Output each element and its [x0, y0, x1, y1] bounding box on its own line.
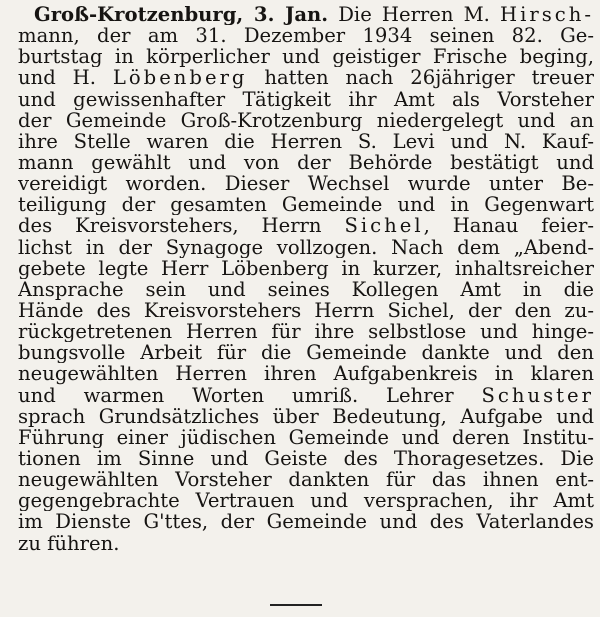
article-line: zu führen.: [18, 532, 120, 554]
dateline: Groß-Krotzenburg, 3. Jan.: [34, 4, 329, 26]
end-rule: [270, 604, 322, 606]
article-line: und gewissenhafter Tätigkeit ihr Amt als Vorsteher: [18, 88, 594, 110]
article-line: tionen im Sinne und Geiste des Thoragesetzes. Die: [18, 447, 594, 470]
article-line: teiligung der gesamten Gemeinde und in Gegenwart: [18, 194, 594, 216]
article-line: bungsvolle Arbeit für die Gemeinde dankte und den: [18, 342, 594, 364]
article-line: gebete legte Herr Löbenberg in kurzer, inhaltsreicher: [18, 257, 594, 279]
article-line: mann, der am 31. Dezember 1934 seinen 82. Ge-: [18, 25, 594, 47]
article-line: Groß-Krotzenburg, 3. Jan. Die Herren M. Hirsch-: [34, 4, 594, 26]
article-line: mann gewählt und von der Behörde bestätigt und: [18, 151, 594, 174]
article-line: des Kreisvorstehers, Herrn Sichel, Hanau feier-: [18, 215, 594, 237]
article-line: im Dienste G'ttes, der Gemeinde und des Vaterlandes: [18, 511, 594, 533]
article-line: lichst in der Synagoge vollzogen. Nach dem „Abend-: [18, 236, 594, 258]
article-line: burtstag in körperlicher und geistiger Frische beging,: [18, 46, 594, 68]
article-line: Führung einer jüdischen Gemeinde und deren Institu-: [18, 426, 594, 448]
article-line: der Gemeinde Groß-Krotzenburg niedergelegt und an: [18, 109, 594, 131]
article-line: neugewählten Vorsteher dankten für das ihnen ent-: [18, 469, 594, 491]
article-line: rückgetretenen Herren für ihre selbstlose und hinge-: [18, 321, 594, 343]
article-line: und warmen Worten umriß. Lehrer Schuster: [18, 384, 594, 406]
article-line: sprach Grundsätzliches über Bedeutung, Aufgabe und: [18, 405, 594, 427]
article-line: neugewählten Herren ihren Aufgabenkreis in klaren: [18, 363, 594, 385]
article-line: gegengebrachte Vertrauen und versprachen, ihr Amt: [18, 490, 594, 512]
article-line: Ansprache sein und seines Kollegen Amt in die: [18, 278, 594, 300]
article-line: und H. Löbenberg hatten nach 26jähriger treuer: [18, 67, 594, 89]
article-line: Hände des Kreisvorstehers Herrn Sichel, der den zu-: [18, 299, 594, 322]
article-line: vereidigt worden. Dieser Wechsel wurde unter Be-: [18, 173, 594, 195]
article-line: ihre Stelle waren die Herren S. Levi und N. Kauf-: [18, 130, 594, 152]
